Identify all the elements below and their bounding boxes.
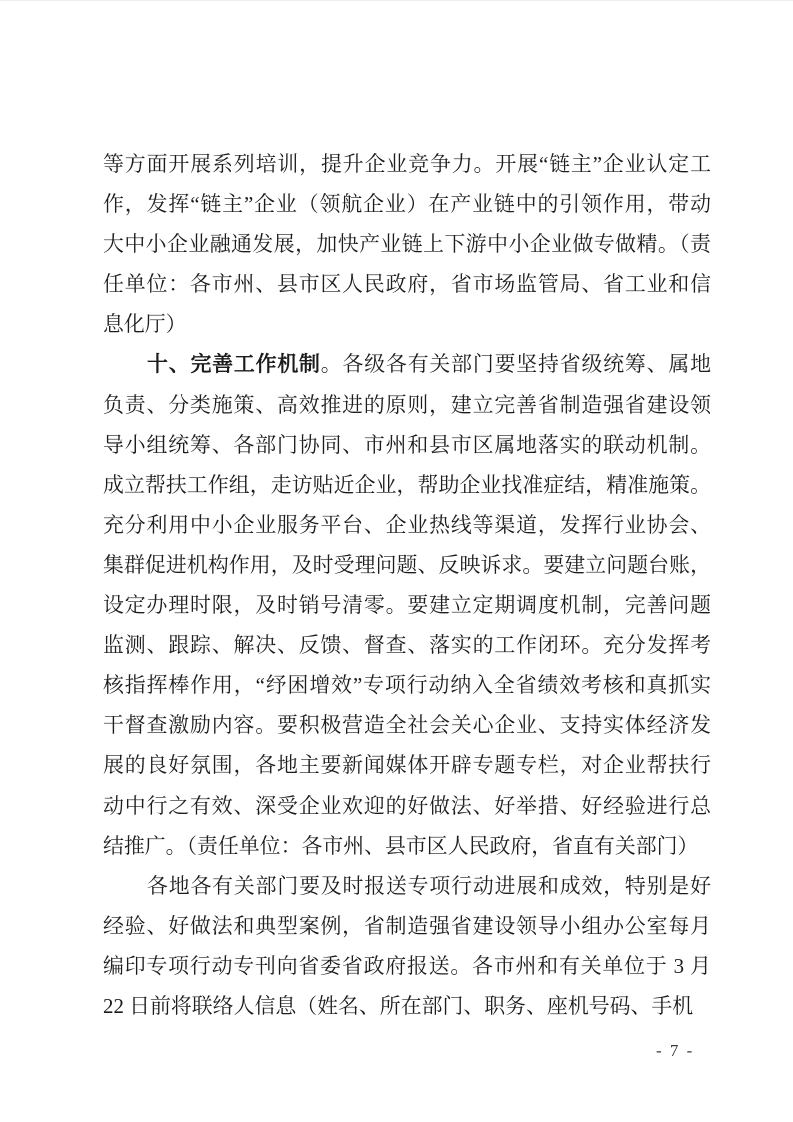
text-line: 展的良好氛围，各地主要新闻媒体开辟专题专栏，对企业帮扶行 <box>103 753 711 778</box>
document-body <box>103 144 711 1026</box>
text-line: 息化厅） <box>103 312 187 337</box>
para-section-ten-work-mechanism <box>103 344 711 865</box>
section-heading: 十、完善工作机制 <box>147 353 321 377</box>
text-line: 负责、分类施策、高效推进的原则，建立完善省制造强省建设领 <box>103 392 711 417</box>
text-line: 大中小企业融通发展，加快产业链上下游中小企业做专做精。（责 <box>103 232 711 257</box>
text-line: 设定办理时限，及时销号清零。要建立定期调度机制，完善问题 <box>103 593 711 618</box>
text-line: 集群促进机构作用，及时受理问题、反映诉求。要建立问题台账， <box>103 552 711 577</box>
text-line: 充分利用中小企业服务平台、企业热线等渠道，发挥行业协会、 <box>103 512 711 537</box>
text-line: 各地各有关部门要及时报送专项行动进展和成效，特别是好 <box>147 873 711 898</box>
text-line: 核指挥棒作用，“纾困增效”专项行动纳入全省绩效考核和真抓实 <box>103 673 711 698</box>
text-line: 作，发挥“链主”企业（领航企业）在产业链中的引领作用，带动 <box>103 192 711 217</box>
text-line: 导小组统筹、各部门协同、市州和县市区属地落实的联动机制。 <box>103 432 711 457</box>
text-line: 任单位：各市州、县市区人民政府，省市场监管局、省工业和信 <box>103 272 711 297</box>
text-line: 经验、好做法和典型案例，省制造强省建设领导小组办公室每月 <box>103 913 711 938</box>
text-line: 干督查激励内容。要积极营造全社会关心企业、支持实体经济发 <box>103 713 711 738</box>
para-reporting-requirements <box>103 866 711 1026</box>
text-line: 编印专项行动专刊向省委省政府报送。各市州和有关单位于 3 月 <box>103 953 711 978</box>
text-line: 成立帮扶工作组，走访贴近企业，帮助企业找准症结，精准施策。 <box>103 472 711 497</box>
text-line: 动中行之有效、深受企业欢迎的好做法、好举措、好经验进行总 <box>103 793 711 818</box>
text-line: 监测、跟踪、解决、反馈、督查、落实的工作闭环。充分发挥考 <box>103 633 711 658</box>
text-line: 十、完善工作机制。各级各有关部门要坚持省级统筹、属地 <box>147 352 711 377</box>
para-continuation <box>103 144 711 344</box>
text-line: 结推广。（责任单位：各市州、县市区人民政府，省直有关部门） <box>103 833 699 858</box>
text-line: 等方面开展系列培训，提升企业竞争力。开展“链主”企业认定工 <box>103 152 711 176</box>
text-line: 22 日前将联络人信息（姓名、所在部门、职务、座机号码、手机 <box>103 993 694 1018</box>
page-number: - 7 - <box>656 1041 695 1060</box>
